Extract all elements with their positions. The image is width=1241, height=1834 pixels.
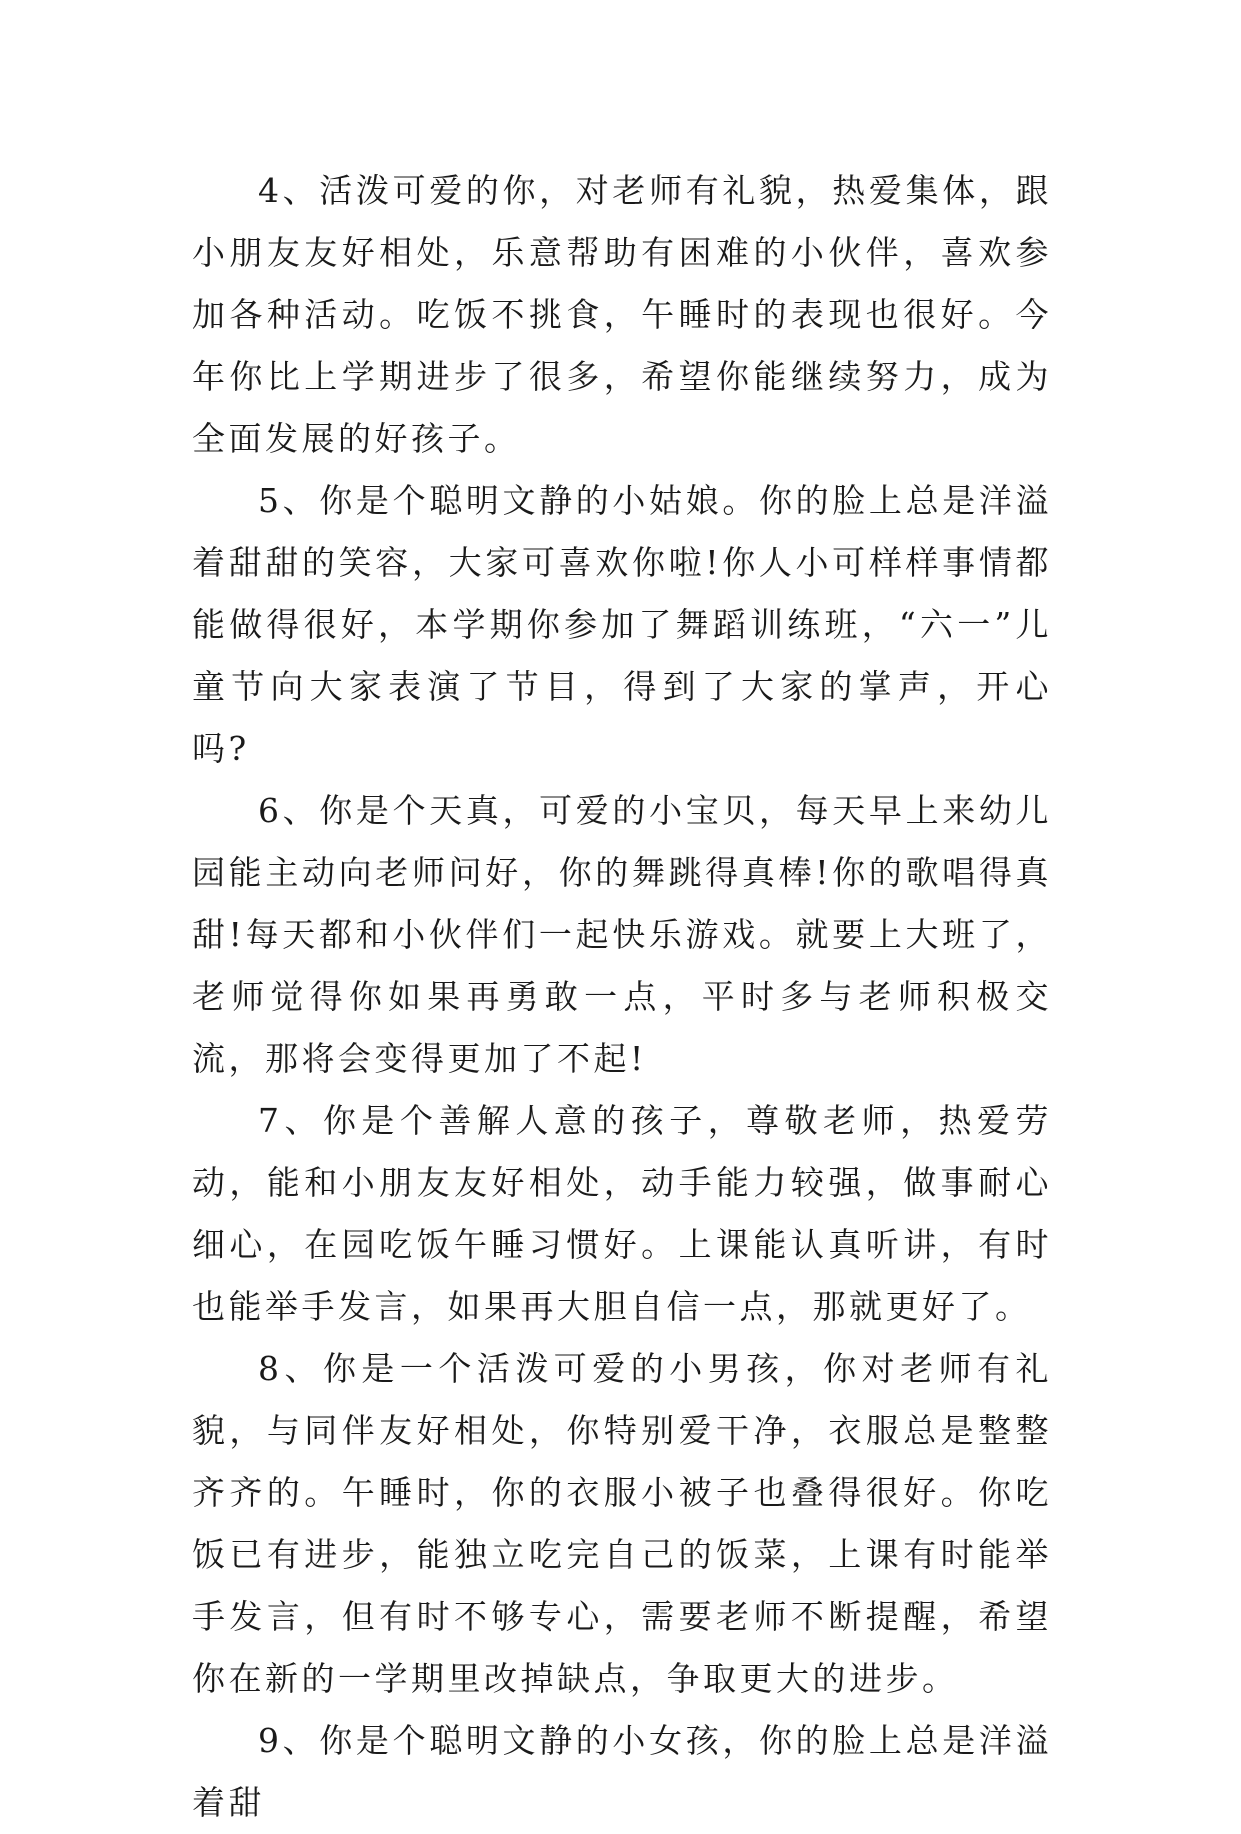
paragraph-comment-5: 5、你是个聪明文静的小姑娘。你的脸上总是洋溢着甜甜的笑容，大家可喜欢你啦!你人小可样样事情都能做得很好，本学期你参加了舞蹈训练班，“六一”儿童节向大家表演了节目，得到了大家的掌声，开心吗? — [192, 481, 1052, 768]
paragraph-comment-8: 8、你是一个活泼可爱的小男孩，你对老师有礼貌，与同伴友好相处，你特别爱干净，衣服总是整整齐齐的。午睡时，你的衣服小被子也叠得很好。你吃饭已有进步，能独立吃完自己的饭菜，上课有时能举手发言，但有时不够专心，需要老师不断提醒，希望你在新的一学期里改掉缺点，争取更大的进步。 — [192, 1349, 1052, 1698]
paragraph-comment-6: 6、你是个天真，可爱的小宝贝，每天早上来幼儿园能主动向老师问好，你的舞跳得真棒!你的歌唱得真甜!每天都和小伙伴们一起快乐游戏。就要上大班了，老师觉得你如果再勇敢一点，平时多与老师积极交流，那将会变得更加了不起! — [192, 791, 1052, 1078]
document-body — [192, 160, 1052, 1834]
paragraph-comment-9: 9、你是个聪明文静的小女孩，你的脸上总是洋溢着甜 — [192, 1721, 1052, 1822]
paragraph-comment-7: 7、你是个善解人意的孩子，尊敬老师，热爱劳动，能和小朋友友好相处，动手能力较强，做事耐心细心，在园吃饭午睡习惯好。上课能认真听讲，有时也能举手发言，如果再大胆自信一点，那就更好了。 — [192, 1101, 1052, 1326]
paragraph-comment-4: 4、活泼可爱的你，对老师有礼貌，热爱集体，跟小朋友友好相处，乐意帮助有困难的小伙伴，喜欢参加各种活动。吃饭不挑食，午睡时的表现也很好。今年你比上学期进步了很多，希望你能继续努力，成为全面发展的好孩子。 — [192, 171, 1052, 458]
